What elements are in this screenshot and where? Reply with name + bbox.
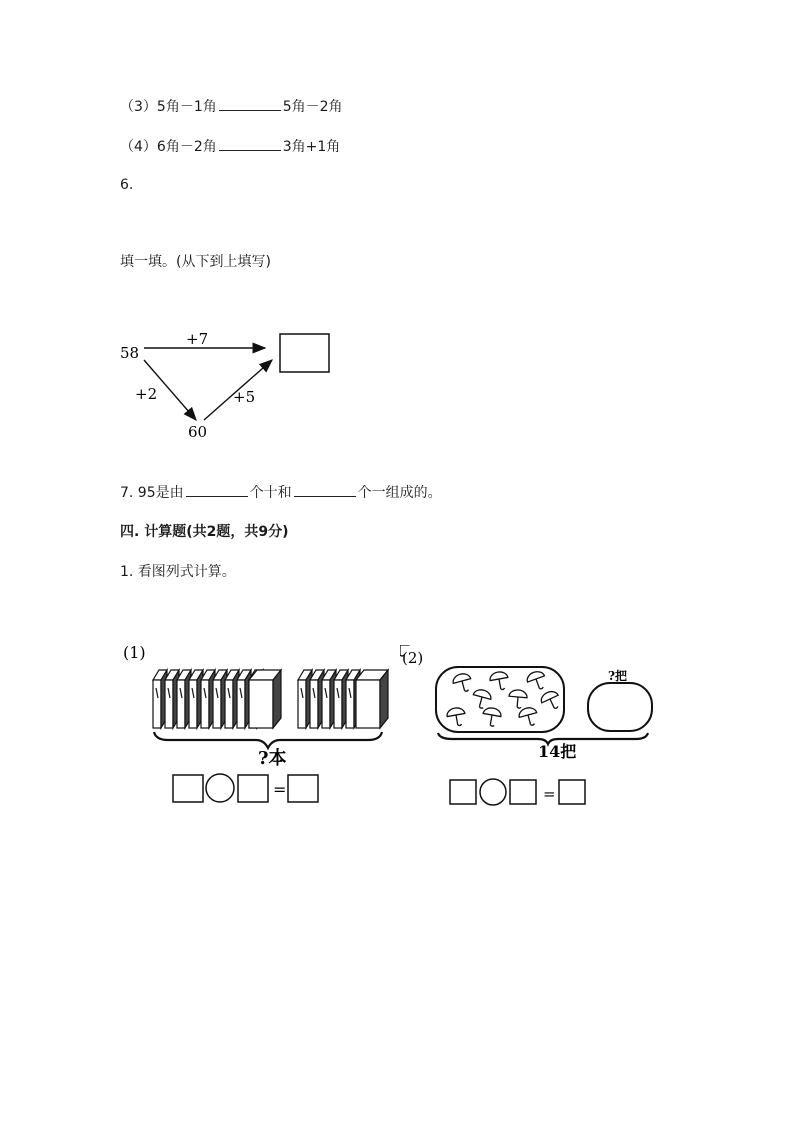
top-operation: +7: [186, 330, 209, 348]
compare-right: 3角+1角: [282, 139, 341, 155]
compare-left: （3）5角－1角: [120, 99, 217, 115]
umbrellas-picture: [400, 645, 670, 810]
operand-box[interactable]: [450, 780, 476, 804]
picture-2-caption: 14把: [538, 742, 577, 761]
equation-1: [173, 774, 318, 802]
operator-circle[interactable]: [206, 774, 234, 802]
bottom-number: 60: [188, 423, 208, 441]
addition-triangle-diagram: [110, 320, 350, 445]
umbrella-icons: [400, 645, 563, 728]
operand-box[interactable]: [173, 775, 203, 802]
equals-sign: =: [273, 780, 287, 799]
operand-box[interactable]: [238, 775, 268, 802]
books-group-right: [298, 670, 388, 728]
books-picture: [118, 638, 398, 808]
right-operation: +5: [233, 388, 256, 406]
result-box[interactable]: [559, 780, 585, 804]
equals-sign: =: [543, 785, 556, 803]
tens-blank[interactable]: [186, 482, 248, 497]
answer-box[interactable]: [280, 334, 329, 372]
total-brace: [154, 732, 382, 748]
books-group-left: [153, 670, 281, 728]
compare-line-4: [120, 136, 340, 157]
answer-blank[interactable]: [219, 96, 281, 111]
section-4-question-1: 1. 看图列式计算。: [120, 564, 236, 580]
equation-2: [450, 779, 585, 805]
compare-left: （4）6角－2角: [120, 139, 217, 155]
question-6-instruction: 填一填。(从下到上填写): [120, 254, 271, 270]
compare-line-3: [120, 96, 343, 117]
question-7: 7. 95是由 个十和 个一组成的。: [120, 482, 442, 503]
picture-1-label: (1): [123, 643, 146, 662]
question-label: ?把: [608, 669, 628, 683]
picture-1-caption: ?本: [258, 748, 287, 769]
operand-box[interactable]: [510, 780, 536, 804]
unknown-group: [588, 683, 652, 731]
operator-circle[interactable]: [480, 779, 506, 805]
start-number: 58: [120, 344, 140, 362]
result-box[interactable]: [288, 775, 318, 802]
left-operation: +2: [135, 385, 158, 403]
ones-blank[interactable]: [294, 482, 356, 497]
picture-2-label: (2): [402, 649, 424, 667]
question-6-number: 6.: [120, 177, 134, 193]
compare-right: 5角－2角: [282, 99, 343, 115]
section-4-title: 四. 计算题(共2题，共9分): [120, 524, 289, 540]
answer-blank[interactable]: [219, 136, 281, 151]
